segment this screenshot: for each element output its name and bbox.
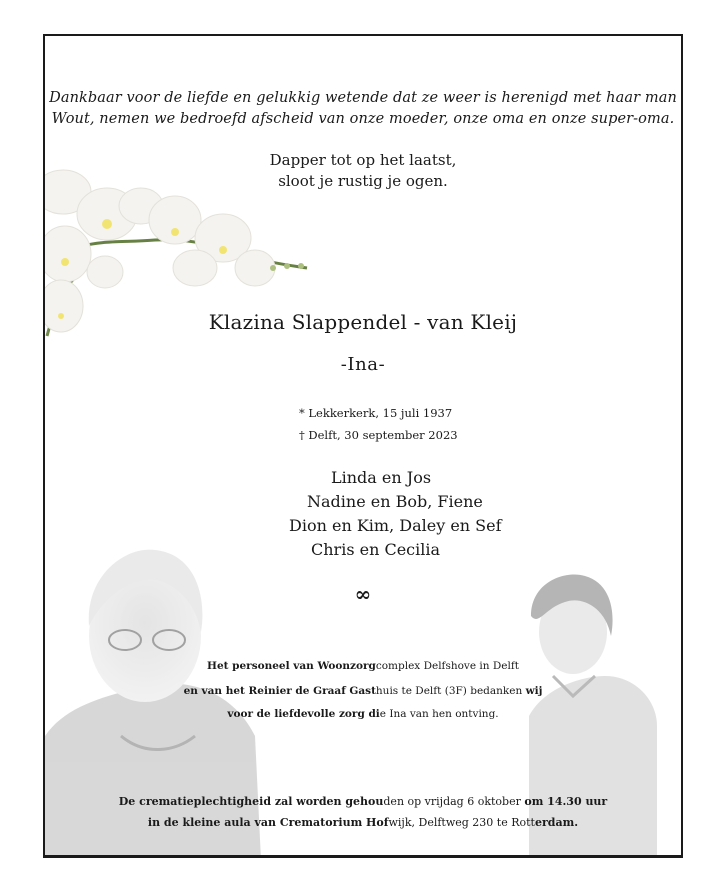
thanks-line-3: voor de liefdevolle zorg die Ina van hen ontving.	[227, 708, 499, 720]
infinity-icon: ∞	[354, 582, 372, 606]
ceremony-line-2: in de kleine aula van Crematorium Hofwijk, Delftweg 230 te Rotterdam.	[147, 816, 579, 829]
quote-line-1: Dapper tot op het laatst,	[269, 151, 457, 169]
family-line-1: Linda en Jos	[331, 468, 432, 487]
quote-line-2: sloot je rustig je ogen.	[278, 172, 448, 190]
intro-line-1: Dankbaar voor de liefde en gelukkig wetende dat ze weer is herenigd met haar man	[49, 90, 677, 106]
intro-text	[45, 88, 681, 130]
family-line-4: Chris en Cecilia	[311, 540, 441, 559]
funeral-card	[43, 34, 683, 858]
death-date: † Delft, 30 september 2023	[299, 428, 458, 442]
thanks-line-1: Het personeel van Woonzorgcomplex Delfshove in Delft	[207, 660, 519, 672]
ceremony-line-1: De crematieplechtigheid zal worden gehouden op vrijdag 6 oktober om 14.30 uur	[118, 795, 608, 808]
quote	[45, 150, 681, 192]
family-line-2: Nadine en Bob, Fiene	[307, 492, 483, 511]
deceased-nickname: -Ina-	[340, 354, 386, 375]
thanks-line-2: en van het Reinier de Graaf Gasthuis te Delft (3F) bedanken wij	[183, 685, 543, 697]
deceased-name: Klazina Slappendel - van Kleij	[208, 310, 518, 334]
intro-line-2: Wout, nemen we bedroefd afscheid van onze moeder, onze oma en onze super-oma.	[51, 111, 675, 127]
birth-date: * Lekkerkerk, 15 juli 1937	[299, 406, 453, 420]
family-line-3: Dion en Kim, Daley en Sef	[289, 516, 502, 535]
